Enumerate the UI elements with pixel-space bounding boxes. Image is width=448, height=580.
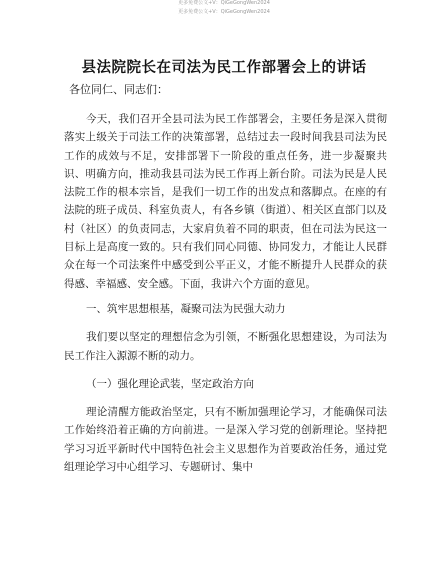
subsection-heading-1: （一）强化理论武装，坚定政治方向 (86, 377, 255, 390)
paragraph-subsection-1: 理论清醒方能政治坚定，只有不断加强理论学习，才能确保司法工作始终沿着正确的方向前进。一是深入学习党的创新理论。坚持把学习习近平新时代中国特色社会主义思想作为首要政治任务，通过党组理论学习中心组学习、专题研讨、集中 (64, 406, 387, 474)
paragraph-intro: 今天，我们召开全县司法为民工作部署会，主要任务是深入贯彻落实上级关于司法工作的决策部署，总结过去一段时间我县司法为民工作的成效与不足，安排部署下一阶段的重点任务，进一步凝聚共识、明确方向，推动我县司法为民工作再上新台阶。司法为民是人民法院工作的根本宗旨，是我们一切工作的出发点和落脚点。在座的有法院的班子成员、科室负责人，有各乡镇（街道）、相关区直部门以及村（社区）的负责同志，大家肩负着不同的职责，但在司法为民这一目标上是高度一致的。只有我们同心同德、协同发力，才能让人民群众在每一个司法案件中感受到公平正义，才能不断提升人民群众的获得感、幸福感、安全感。下面，我讲六个方面的意见。 (64, 113, 387, 290)
paragraph-section-1: 我们要以坚定的理想信念为引领，不断强化思想建设，为司法为民工作注入源源不断的动力。 (64, 331, 387, 362)
watermark-second: 更多免费公文+V：QiGeGongWen2024 (178, 9, 270, 15)
greeting: 各位同仁、同志们： (69, 83, 168, 96)
section-heading-1: 一、筑牢思想根基，凝聚司法为民强大动力 (86, 302, 286, 315)
document-title: 县法院院长在司法为民工作部署会上的讲话 (81, 59, 367, 76)
document-body (64, 110, 387, 476)
watermark-top: 更多免费公文+V：QiGeGongWen2024 (178, 0, 270, 6)
